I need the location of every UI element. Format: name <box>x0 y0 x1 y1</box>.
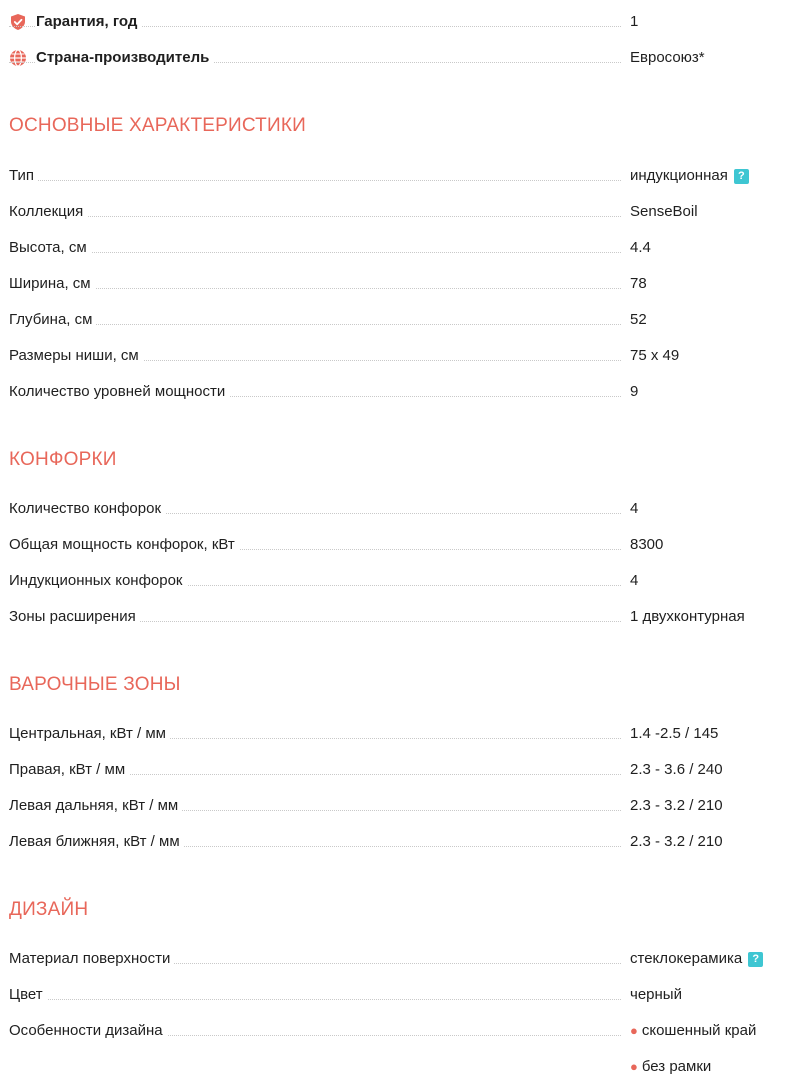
spec-row <box>0 309 796 331</box>
spec-row <box>0 1020 796 1042</box>
spec-row <box>0 201 796 223</box>
spec-value-wrap <box>630 1056 711 1078</box>
spec-label: Количество конфорок <box>9 498 165 520</box>
spec-value: 2.3 - 3.2 / 210 <box>630 797 723 814</box>
spec-value: 2.3 - 3.6 / 240 <box>630 761 723 778</box>
spec-label: Цвет <box>9 984 47 1006</box>
spec-label: Центральная, кВт / мм <box>9 723 170 745</box>
section-title-design: ДИЗАЙН <box>9 899 89 920</box>
shield-check-icon <box>9 13 27 31</box>
spec-label: Высота, см <box>9 237 91 259</box>
dotted-leader <box>9 999 621 1000</box>
spec-label: Глубина, см <box>9 309 96 331</box>
spec-row <box>0 570 796 592</box>
help-icon[interactable]: ? <box>734 169 749 184</box>
spec-label: Общая мощность конфорок, кВт <box>9 534 239 556</box>
spec-label: Правая, кВт / мм <box>9 759 129 781</box>
spec-value-wrap <box>630 1020 756 1042</box>
spec-row <box>0 795 796 817</box>
spec-label: Количество уровней мощности <box>9 381 229 403</box>
bullet-icon: ● <box>630 1023 638 1038</box>
spec-row <box>0 534 796 556</box>
dotted-leader <box>9 216 621 217</box>
spec-row <box>0 984 796 1006</box>
spec-label: Левая ближняя, кВт / мм <box>9 831 184 853</box>
spec-row <box>0 381 796 403</box>
spec-value: 52 <box>630 311 647 328</box>
dotted-leader <box>9 252 621 253</box>
spec-value-wrap <box>630 948 763 970</box>
spec-value: 1 <box>630 13 639 30</box>
spec-value: 1 двухконтурная <box>630 608 745 625</box>
spec-value-wrap <box>630 165 749 187</box>
spec-value: 4.4 <box>630 239 651 256</box>
spec-value: 1.4 -2.5 / 145 <box>630 725 719 742</box>
spec-label: Индукционных конфорок <box>9 570 187 592</box>
spec-row <box>0 606 796 628</box>
bullet-icon: ● <box>630 1059 638 1074</box>
spec-row <box>0 759 796 781</box>
spec-row <box>0 273 796 295</box>
spec-label: Коллекция <box>9 201 87 223</box>
spec-value: скошенный край <box>641 1022 757 1039</box>
spec-value: 9 <box>630 383 639 400</box>
spec-label: Материал поверхности <box>9 948 174 970</box>
spec-label: Страна-производитель <box>36 47 213 69</box>
spec-label: Тип <box>9 165 38 187</box>
spec-row-continuation <box>0 1056 796 1078</box>
section-title-cooking-zones: ВАРОЧНЫЕ ЗОНЫ <box>9 674 181 695</box>
spec-value: 75 x 49 <box>630 347 680 364</box>
spec-row <box>0 498 796 520</box>
spec-label: Размеры ниши, см <box>9 345 143 367</box>
section-title-main: ОСНОВНЫЕ ХАРАКТЕРИСТИКИ <box>9 115 306 136</box>
spec-label: Ширина, см <box>9 273 95 295</box>
spec-label: Левая дальняя, кВт / мм <box>9 795 182 817</box>
spec-value: стеклокерамика <box>630 950 743 967</box>
dotted-leader <box>9 180 621 181</box>
spec-label: Гарантия, год <box>36 11 141 33</box>
spec-value: индукционная <box>630 167 728 184</box>
dotted-leader <box>9 324 621 325</box>
spec-row-country <box>0 47 796 69</box>
help-icon[interactable]: ? <box>748 952 763 967</box>
spec-value: 4 <box>630 500 639 517</box>
spec-row-warranty <box>0 11 796 33</box>
spec-label: Особенности дизайна <box>9 1020 167 1042</box>
spec-row <box>0 165 796 187</box>
dotted-leader <box>9 288 621 289</box>
spec-value: SenseBoil <box>630 203 698 220</box>
globe-icon <box>9 49 27 67</box>
spec-value: 2.3 - 3.2 / 210 <box>630 833 723 850</box>
spec-value: 78 <box>630 275 647 292</box>
spec-row <box>0 723 796 745</box>
spec-row <box>0 948 796 970</box>
spec-label: Зоны расширения <box>9 606 140 628</box>
spec-value: 8300 <box>630 536 664 553</box>
spec-value: 4 <box>630 572 639 589</box>
spec-value: Евросоюз* <box>630 49 705 66</box>
spec-value: без рамки <box>641 1058 712 1075</box>
spec-row <box>0 345 796 367</box>
spec-row <box>0 831 796 853</box>
section-title-burners: КОНФОРКИ <box>9 449 117 470</box>
spec-value: черный <box>630 986 682 1003</box>
spec-row <box>0 237 796 259</box>
